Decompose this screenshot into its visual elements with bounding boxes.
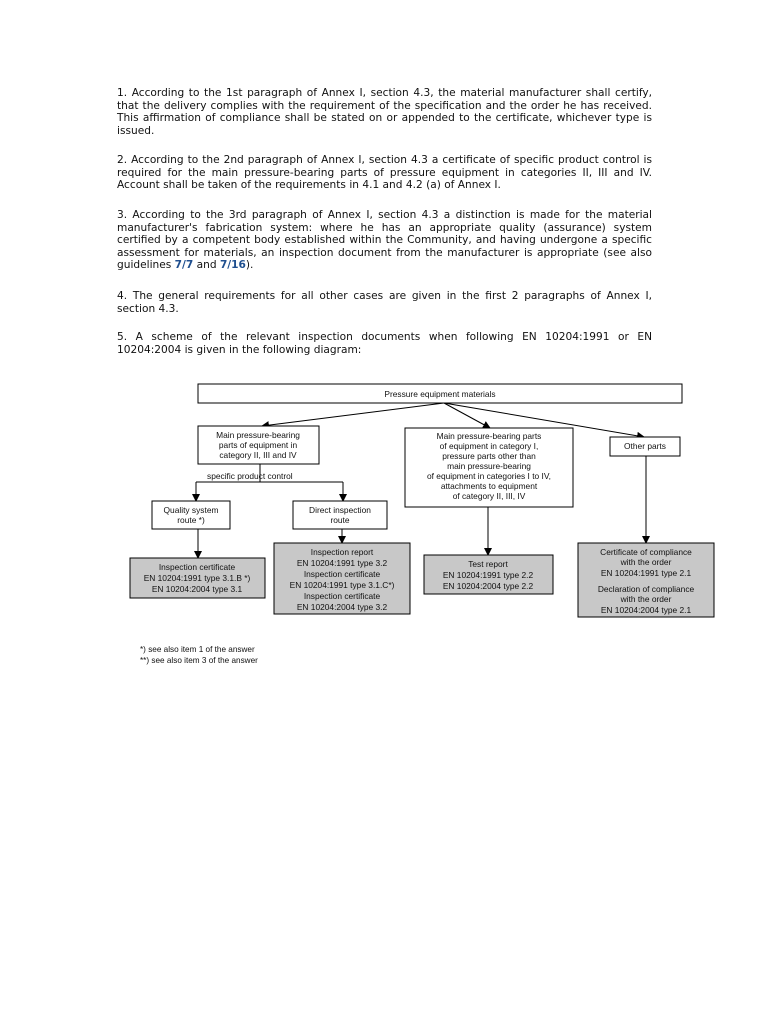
svg-text:with the order: with the order bbox=[620, 557, 672, 567]
inspection-certificate-box bbox=[130, 558, 265, 598]
svg-text:of category II, III, IV: of category II, III, IV bbox=[452, 491, 526, 501]
svg-text:Other parts: Other parts bbox=[624, 441, 666, 451]
svg-text:category II, III and IV: category II, III and IV bbox=[219, 450, 297, 460]
svg-text:EN 10204:2004 type 2.1: EN 10204:2004 type 2.1 bbox=[600, 605, 692, 615]
pressure-equipment-materials-box bbox=[198, 384, 682, 403]
svg-text:EN 10204:1991 type 3.1.B *): EN 10204:1991 type 3.1.B *) bbox=[143, 573, 251, 583]
svg-text:Test report: Test report bbox=[468, 559, 508, 569]
footnote-1: *) see also item 1 of the answer bbox=[140, 645, 255, 654]
quality-system-route-box bbox=[152, 501, 230, 529]
paragraph-3-text-b: and bbox=[193, 259, 220, 272]
svg-text:of equipment in category I,: of equipment in category I, bbox=[439, 441, 539, 451]
svg-text:Inspection certificate: Inspection certificate bbox=[158, 562, 236, 572]
svg-text:EN 10204:1991 type 3.1.C*): EN 10204:1991 type 3.1.C*) bbox=[289, 580, 395, 590]
paragraph-3-text-c: ). bbox=[245, 259, 254, 272]
svg-text:EN 10204:1991 type 3.2: EN 10204:1991 type 3.2 bbox=[296, 558, 388, 568]
svg-text:Main pressure-bearing parts: Main pressure-bearing parts bbox=[436, 431, 542, 441]
paragraph-1: 1. According to the 1st paragraph of Annex I, section 4.3, the material manufacturer shall certify, that the delivery complies with the requirement of the specification and the order he has received. This affirmation of compliance shall be stated on or appended to the certificate, whichever type is issued. bbox=[117, 87, 652, 137]
svg-text:EN 10204:2004 type 2.2: EN 10204:2004 type 2.2 bbox=[442, 581, 534, 591]
paragraph-5: 5. A scheme of the relevant inspection documents when following EN 10204:1991 or EN 10204:2004 is given in the following diagram: bbox=[117, 331, 652, 356]
svg-text:route *): route *) bbox=[177, 515, 205, 525]
svg-text:main pressure-bearing: main pressure-bearing bbox=[447, 461, 531, 471]
other-parts-box bbox=[610, 437, 680, 456]
svg-text:Inspection certificate: Inspection certificate bbox=[303, 591, 381, 601]
guideline-7-7-link[interactable]: 7/7 bbox=[174, 259, 194, 272]
svg-text:pressure parts other than: pressure parts other than bbox=[442, 451, 536, 461]
footnote-2: **) see also item 3 of the answer bbox=[140, 656, 258, 665]
svg-text:EN 10204:1991 type 2.2: EN 10204:1991 type 2.2 bbox=[442, 570, 534, 580]
svg-text:Main pressure-bearing: Main pressure-bearing bbox=[216, 430, 300, 440]
direct-inspection-route-box bbox=[293, 501, 387, 529]
svg-text:EN 10204:2004 type 3.2: EN 10204:2004 type 3.2 bbox=[296, 602, 388, 612]
box-label: Pressure equipment materials bbox=[384, 389, 496, 399]
paragraph-4: 4. The general requirements for all other cases are given in the first 2 paragraphs of Annex I, section 4.3. bbox=[117, 290, 652, 315]
svg-text:attachments to equipment: attachments to equipment bbox=[440, 481, 538, 491]
specific-product-control-label: specific product control bbox=[207, 471, 293, 481]
svg-text:Quality system: Quality system bbox=[163, 505, 219, 515]
svg-text:parts of equipment in: parts of equipment in bbox=[218, 440, 298, 450]
svg-text:route: route bbox=[330, 515, 350, 525]
paragraph-3-text-a: 3. According to the 3rd paragraph of Annex I, section 4.3 a distinction is made for the material manufacturer's fabrication system: where he has an appropriate quality (assurance) system certified by a competent body established within the Community, and having undergone a specific assessment for materials, an inspection document from the manufacturer is appropriate (see also guidelines bbox=[117, 209, 652, 272]
paragraph-2: 2. According to the 2nd paragraph of Annex I, section 4.3 a certificate of specific product control is required for the main pressure-bearing parts of pressure equipment in categories II, III and IV. Account shall be taken of the requirements in 4.1 and 4.2 (a) of Annex I. bbox=[117, 154, 652, 192]
svg-text:EN 10204:1991 type 2.1: EN 10204:1991 type 2.1 bbox=[600, 568, 692, 578]
svg-text:Direct inspection: Direct inspection bbox=[309, 505, 371, 515]
svg-text:Declaration of compliance: Declaration of compliance bbox=[597, 584, 695, 594]
svg-text:Inspection report: Inspection report bbox=[310, 547, 374, 557]
svg-text:with the order: with the order bbox=[620, 594, 672, 604]
svg-text:Inspection certificate: Inspection certificate bbox=[303, 569, 381, 579]
svg-text:EN 10204:2004 type 3.1: EN 10204:2004 type 3.1 bbox=[151, 584, 243, 594]
main-parts-other-box bbox=[405, 428, 573, 507]
guideline-7-16-link[interactable]: 7/16 bbox=[219, 259, 246, 272]
main-parts-category-ii-iv-box bbox=[198, 426, 319, 464]
svg-text:Certificate of compliance: Certificate of compliance bbox=[600, 547, 692, 557]
inspection-report-box bbox=[274, 543, 410, 614]
svg-text:of equipment in categories I t: of equipment in categories I to IV, bbox=[427, 471, 551, 481]
test-report-box bbox=[424, 555, 553, 594]
compliance-documents-box bbox=[578, 543, 714, 617]
